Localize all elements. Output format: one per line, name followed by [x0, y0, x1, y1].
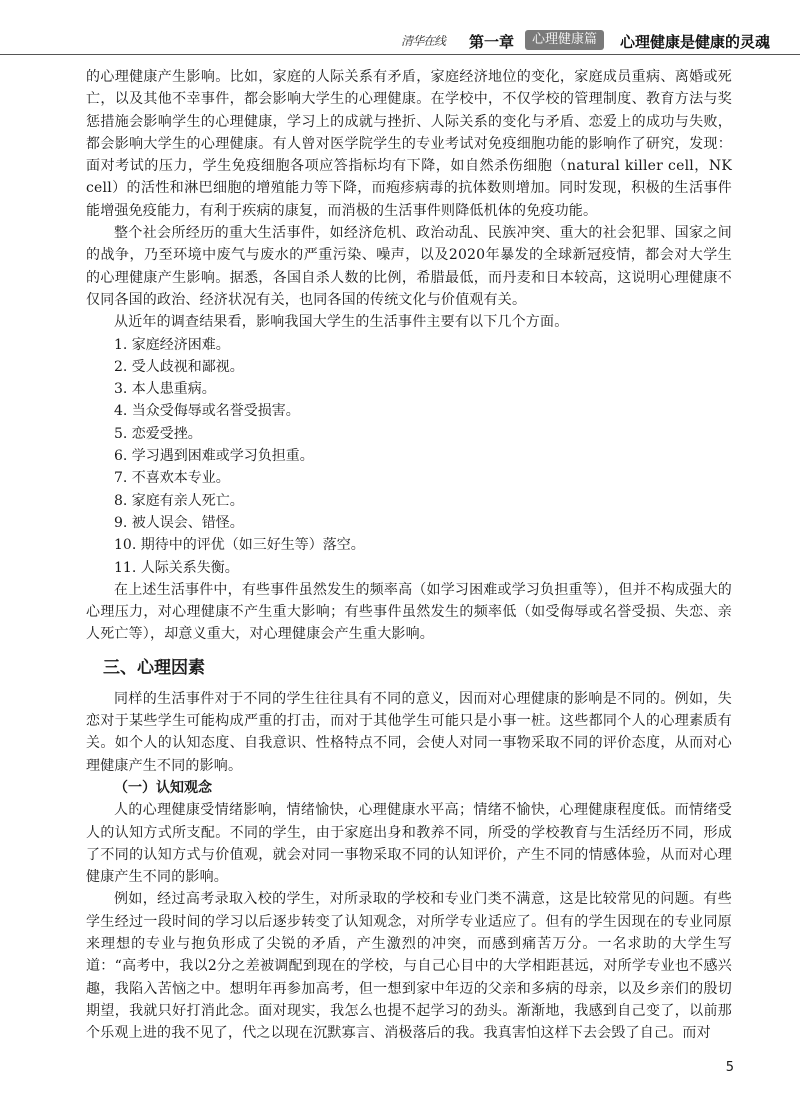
list-item: 4. 当众受侮辱或名誉受损害。 — [114, 403, 300, 420]
subsection-heading: （一）认知观念 — [114, 779, 212, 796]
paragraph-5: 同样的生活事件对于不同的学生往往具有不同的意义，因而对心理健康的影响是不同的。例如，失恋对于某些学生可能构成严重的打击，而对于其他学生可能只是小事一桩。这些都同个人的心理素质有关。如个人的认知态度、自我意识、性格特点不同，会使人对同一事物采取不同的评价态度，从而对心理健康产生不同的影响。 — [86, 690, 732, 774]
chapter-title: 心理健康是健康的灵魂 — [619, 33, 770, 51]
header-logo: 清华在线 — [400, 34, 445, 48]
list-item: 7. 不喜欢本专业。 — [114, 470, 230, 487]
list-item: 1. 家庭经济困难。 — [114, 336, 230, 353]
list-item: 6. 学习遇到困难或学习负担重。 — [114, 448, 314, 465]
page-body — [86, 66, 732, 1044]
paragraph-3: 从近年的调查结果看，影响我国大学生的生活事件主要有以下几个方面。 — [114, 314, 569, 331]
list-item: 2. 受人歧视和鄙视。 — [114, 358, 244, 375]
paragraph-1: 的心理健康产生影响。比如，家庭的人际关系有矛盾，家庭经济地位的变化，家庭成员重病、离婚或死亡，以及其他不幸事件，都会影响大学生的心理健康。在学校中，不仅学校的管理制度、教育方法与奖惩措施会影响学生的心理健康，学习上的成就与挫折、人际关系的变化与矛盾、恋爱上的成功与失败，都会影响大学生的心理健康。有人曾对医学院学生的专业考试对免疫细胞功能的影响作了研究，发现：面对考试的压力，学生免疫细胞各项应答指标均有下降，如自然杀伤细胞（natural killer cell，NK cell）的活性和淋巴细胞的增殖能力等下降，而疱疹病毒的抗体数则增加。同时发现，积极的生活事件能增强免疫能力，有利于疾病的康复，而消极的生活事件则降低机体的免疫功能。 — [86, 69, 732, 219]
paragraph-7: 例如，经过高考录取入校的学生，对所录取的学校和专业门类不满意，这是比较常见的问题。有些学生经过一段时间的学习以后逐步转变了认知观念，对所学专业适应了。但有的学生因现在的专业同原来理想的专业与抱负形成了尖锐的矛盾，产生激烈的冲突，而感到痛苦万分。一名求助的大学生写道：“高考中，我以2分之差被调配到现在的学校，与自己心目中的大学相距甚远，对所学专业也不感兴趣，我陷入苦恼之中。想明年再参加高考，但一想到家中年迈的父亲和多病的母亲，以及乡亲们的殷切期望，我就只好打消此念。面对现实，我怎么也提不起学习的劲头。渐渐地，我感到自己变了，以前那个乐观上进的我不见了，代之以现在沉默寡言、消极落后的我。我真害怕这样下去会毁了自己。而对 — [86, 891, 732, 1042]
page-number: 5 — [725, 1060, 734, 1075]
list-item: 9. 被人误会、错怪。 — [114, 514, 244, 531]
section-heading: 三、心理因素 — [103, 657, 205, 678]
paragraph-6: 人的心理健康受情绪影响，情绪愉快，心理健康水平高；情绪不愉快，心理健康程度低。而情绪受人的认知方式所支配。不同的学生，由于家庭出身和教养不同，所受的学校教育与生活经历不同，形成了不同的认知方式与价值观，就会对同一事物采取不同的认知评价，产生不同的情感体验，从而对心理健康产生不同的影响。 — [86, 802, 732, 886]
paragraph-2: 整个社会所经历的重大生活事件，如经济危机、政治动乱、民族冲突、重大的社会犯罪、国家之间的战争，乃至环境中废气与废水的严重污染、噪声，以及2020年暴发的全球新冠疫情，都会对大学生的心理健康产生影响。据悉，各国自杀人数的比例，希腊最低，而丹麦和日本较高，这说明心理健康不仅同各国的政治、经济状况有关，也同各国的传统文化与价值观有关。 — [86, 225, 732, 308]
list-item: 10. 期待中的评优（如三好生等）落空。 — [114, 537, 365, 554]
paragraph-4: 在上述生活事件中，有些事件虽然发生的频率高（如学习困难或学习负担重等），但并不构成强大的心理压力，对心理健康不产生重大影响；有些事件虽然发生的频率低（如受侮辱或名誉受损、失恋、亲人死亡等），却意义重大，对心理健康会产生重大影响。 — [86, 581, 732, 643]
list-item: 3. 本人患重病。 — [114, 381, 216, 398]
list-item: 5. 恋爱受挫。 — [114, 425, 202, 442]
list-item: 11. 人际关系失衡。 — [114, 559, 239, 576]
chapter-label: 第一章 — [468, 33, 514, 51]
list-item: 8. 家庭有亲人死亡。 — [114, 492, 244, 509]
section-tag: 心理健康篇 — [525, 30, 604, 50]
page-header — [0, 28, 800, 55]
